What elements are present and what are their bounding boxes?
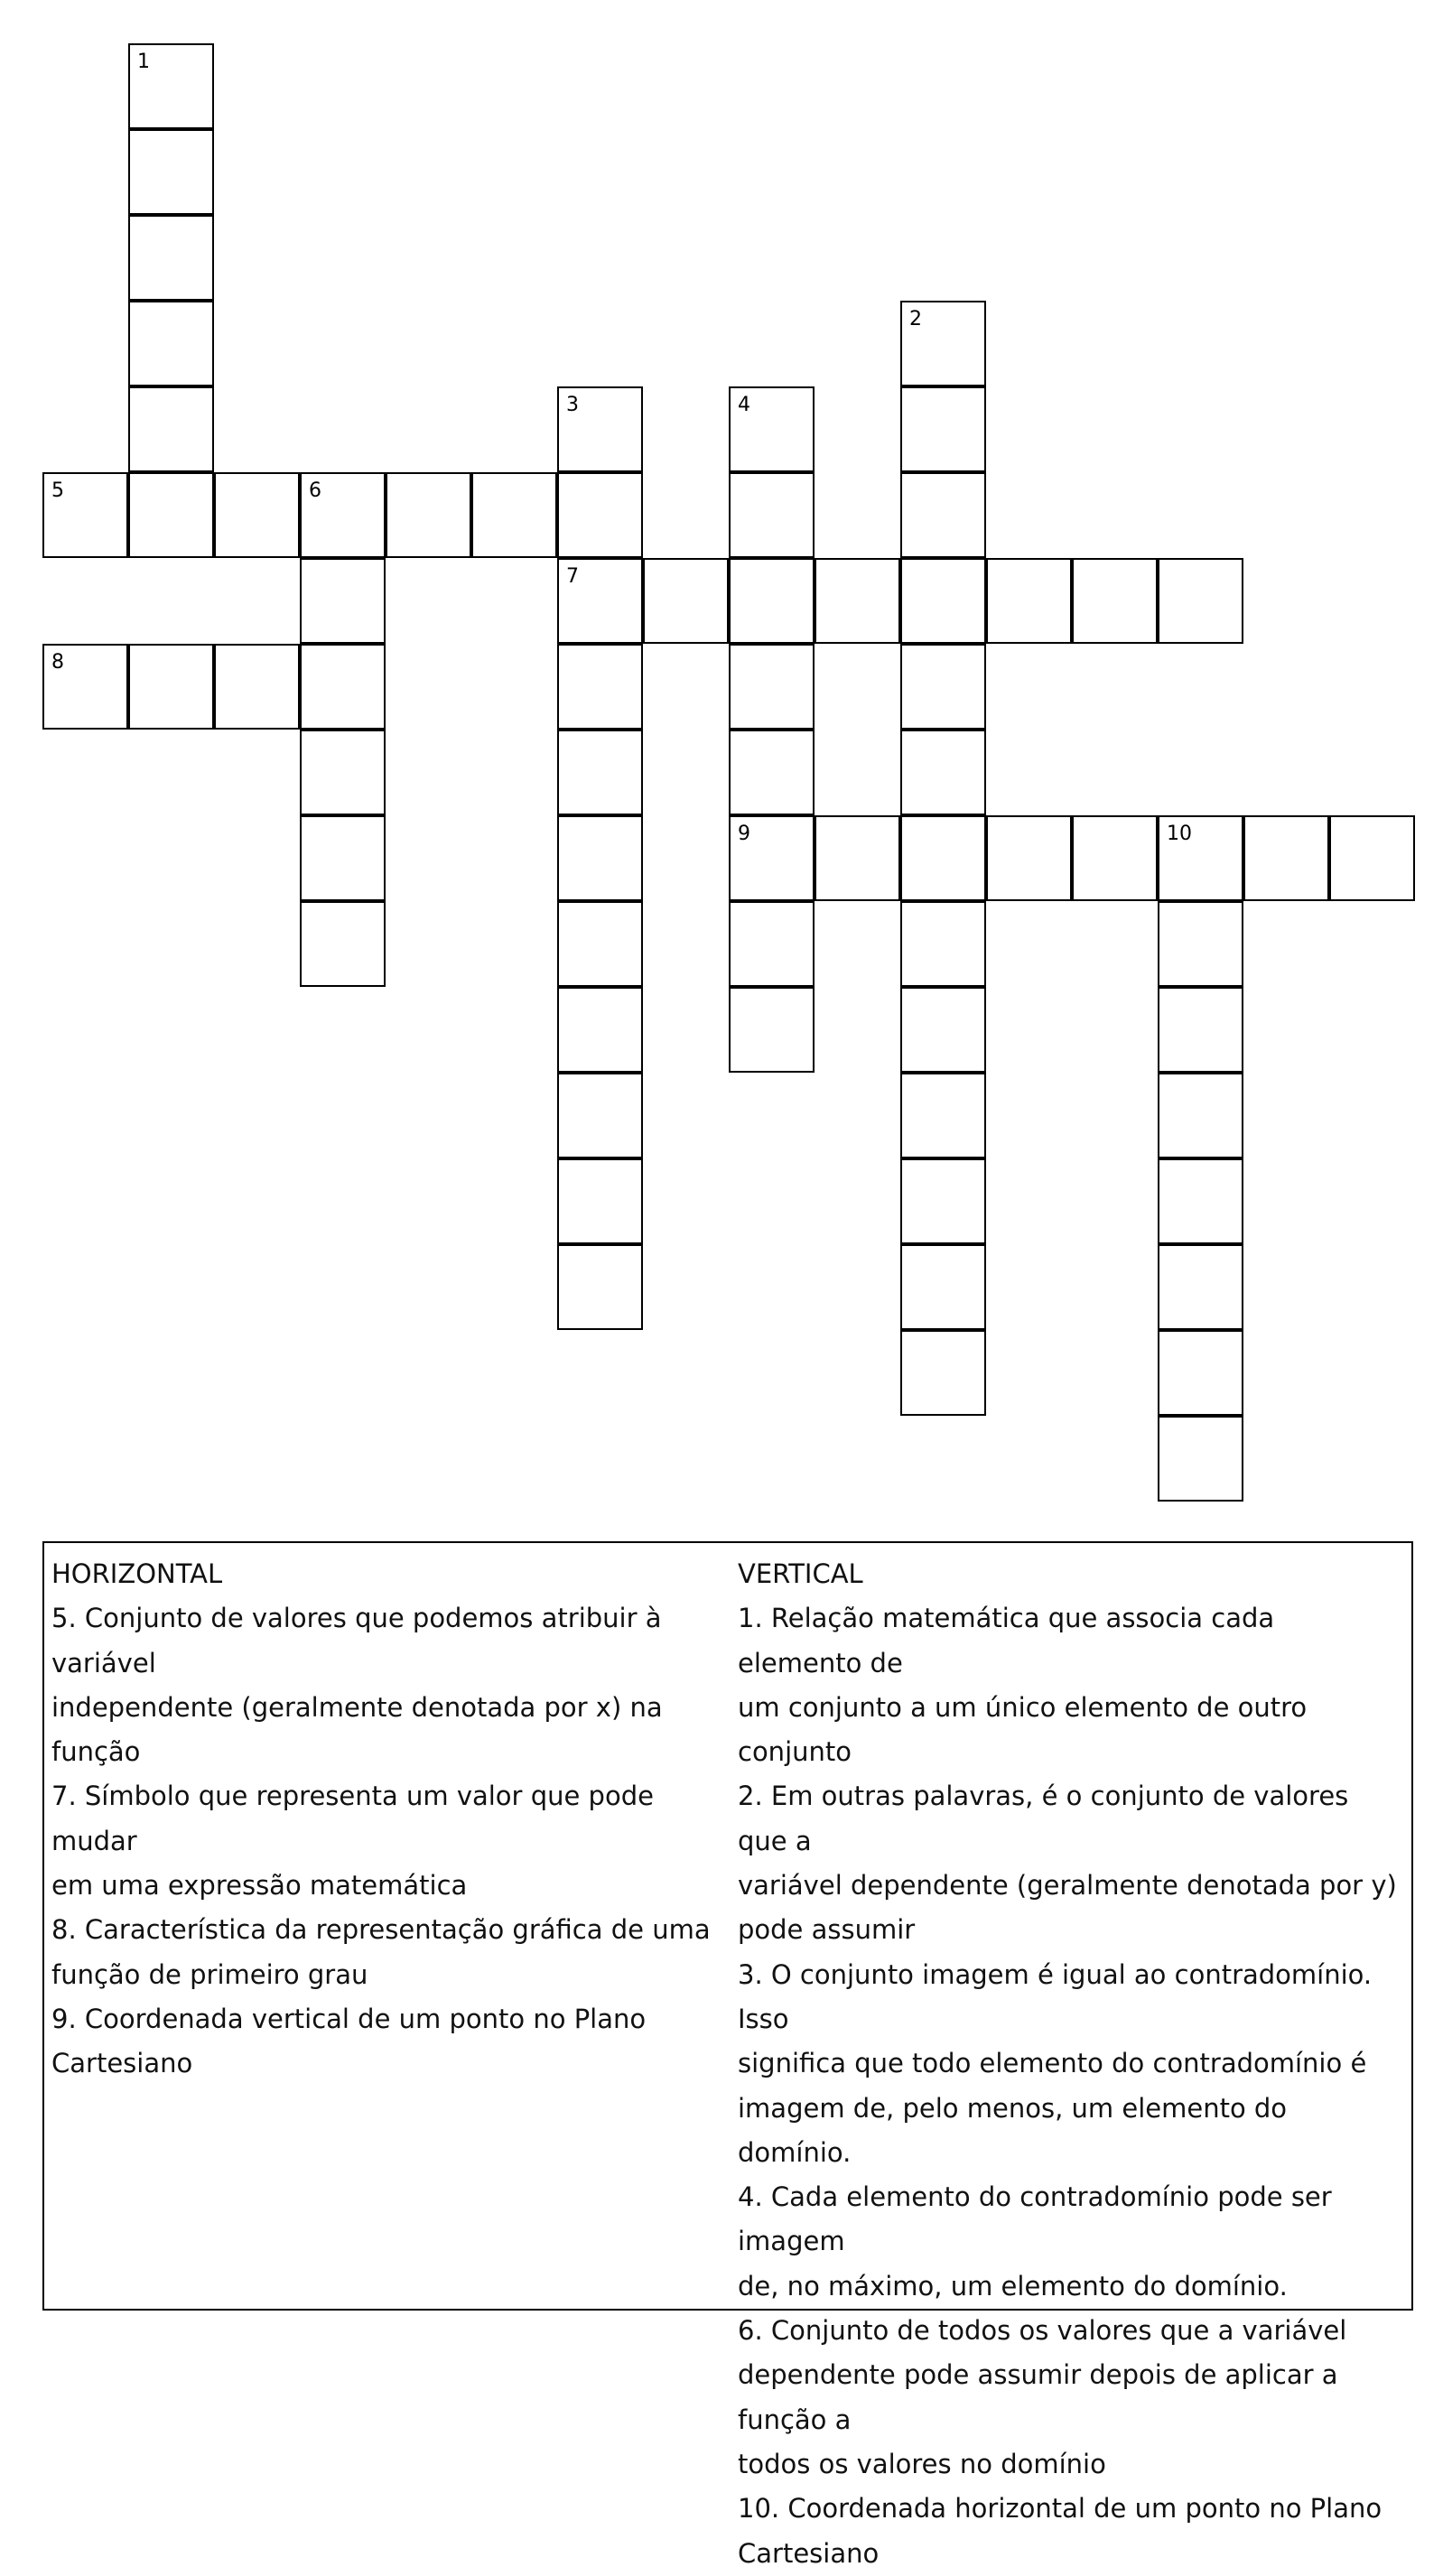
clue-number: 7 [566, 565, 579, 588]
crossword-cell[interactable] [900, 472, 986, 558]
crossword-cell[interactable] [900, 1073, 986, 1158]
vertical-clue-line: todos os valores no domínio [738, 2448, 1106, 2479]
horizontal-clue-line: 8. Característica da representação gráfica de uma [51, 1914, 711, 1946]
vertical-clue-line: dependente pode assumir depois de aplicar a função a [738, 2359, 1338, 2435]
crossword-cell[interactable] [128, 386, 214, 472]
crossword-cell[interactable] [900, 558, 986, 644]
crossword-cell[interactable] [1158, 987, 1243, 1073]
crossword-cell[interactable] [729, 815, 815, 901]
vertical-clue-line: significa que todo elemento do contradomínio é [738, 2048, 1367, 2079]
crossword-cell[interactable] [300, 558, 386, 644]
crossword-cell[interactable] [557, 815, 643, 901]
crossword-cell[interactable] [729, 987, 815, 1073]
crossword-cell[interactable] [729, 901, 815, 987]
vertical-heading: VERTICAL [738, 1558, 863, 1589]
crossword-cell[interactable] [900, 901, 986, 987]
clue-number: 4 [738, 394, 750, 416]
crossword-cell[interactable] [128, 644, 214, 730]
crossword-cell[interactable] [1158, 1244, 1243, 1330]
crossword-cell[interactable] [214, 644, 300, 730]
horizontal-clue-line: 7. Símbolo que representa um valor que pode mudar [51, 1781, 654, 1856]
vertical-clue-line: imagem de, pelo menos, um elemento do domínio. [738, 2092, 1288, 2168]
crossword-cell[interactable] [1158, 1416, 1243, 1502]
crossword-cell[interactable] [557, 987, 643, 1073]
crossword-cell[interactable] [128, 43, 214, 129]
crossword-cell[interactable] [300, 815, 386, 901]
clue-number: 9 [738, 823, 750, 845]
vertical-clues [738, 1552, 1406, 2576]
crossword-cell[interactable] [557, 1244, 643, 1330]
crossword-cell[interactable] [815, 558, 900, 644]
crossword-cell[interactable] [900, 1244, 986, 1330]
crossword-cell[interactable] [557, 558, 643, 644]
crossword-cell[interactable] [300, 644, 386, 730]
crossword-cell[interactable] [1158, 558, 1243, 644]
clues-box [42, 1541, 1413, 2569]
clue-number: 8 [51, 651, 64, 674]
crossword-cell[interactable] [42, 644, 128, 730]
crossword-cell[interactable] [1329, 815, 1415, 901]
crossword-cell[interactable] [300, 472, 386, 558]
crossword-cell[interactable] [42, 472, 128, 558]
crossword-cell[interactable] [900, 386, 986, 472]
crossword-cell[interactable] [815, 815, 900, 901]
vertical-clue-line: de, no máximo, um elemento do domínio. [738, 2270, 1288, 2302]
crossword-cell[interactable] [1158, 1330, 1243, 1416]
vertical-clue-line: 10. Coordenada horizontal de um ponto no Plano [738, 2493, 1382, 2525]
clue-number: 3 [566, 394, 579, 416]
crossword-cell[interactable] [729, 730, 815, 815]
vertical-clue-line: 3. O conjunto imagem é igual ao contradomínio. Isso [738, 1958, 1373, 2034]
crossword-cell[interactable] [900, 987, 986, 1073]
horizontal-heading: HORIZONTAL [51, 1558, 223, 1589]
crossword-cell[interactable] [900, 301, 986, 386]
crossword-cell[interactable] [557, 730, 643, 815]
crossword-cell[interactable] [1158, 1073, 1243, 1158]
crossword-cell[interactable] [300, 901, 386, 987]
vertical-clue-line: 6. Conjunto de todos os valores que a variável [738, 2315, 1347, 2347]
crossword-cell[interactable] [729, 558, 815, 644]
clue-number: 10 [1167, 823, 1192, 845]
clue-number: 5 [51, 479, 64, 502]
crossword-cell[interactable] [900, 730, 986, 815]
vertical-clue-line: 1. Relação matemática que associa cada elemento de [738, 1603, 1275, 1679]
crossword-cell[interactable] [471, 472, 557, 558]
crossword-cell[interactable] [986, 815, 1072, 901]
crossword-cell[interactable] [1158, 1158, 1243, 1244]
crossword-cell[interactable] [300, 730, 386, 815]
crossword-cell[interactable] [729, 472, 815, 558]
crossword-cell[interactable] [643, 558, 729, 644]
crossword-cell[interactable] [1072, 558, 1158, 644]
horizontal-clues [51, 1552, 724, 2087]
crossword-cell[interactable] [900, 815, 986, 901]
vertical-clue-line: pode assumir [738, 1914, 916, 1946]
crossword-cell[interactable] [557, 1158, 643, 1244]
clue-number: 1 [137, 51, 150, 73]
horizontal-clue-line: em uma expressão matemática [51, 1870, 468, 1902]
horizontal-clue-line: 9. Coordenada vertical de um ponto no Plano [51, 2003, 647, 2034]
crossword-cell[interactable] [386, 472, 471, 558]
vertical-clue-line: um conjunto a um único elemento de outro conjunto [738, 1691, 1308, 1768]
clue-number: 6 [309, 479, 321, 502]
crossword-cell[interactable] [900, 1158, 986, 1244]
crossword-cell[interactable] [1072, 815, 1158, 901]
crossword-cell[interactable] [729, 644, 815, 730]
clue-number: 2 [909, 308, 922, 330]
crossword-cell[interactable] [1158, 815, 1243, 901]
crossword-cell[interactable] [557, 386, 643, 472]
crossword-cell[interactable] [900, 644, 986, 730]
crossword-cell[interactable] [557, 1073, 643, 1158]
crossword-cell[interactable] [557, 472, 643, 558]
crossword-cell[interactable] [729, 386, 815, 472]
vertical-clue-line: variável dependente (geralmente denotada por y) [738, 1870, 1397, 1902]
crossword-cell[interactable] [900, 1330, 986, 1416]
crossword-cell[interactable] [1158, 901, 1243, 987]
crossword-cell[interactable] [986, 558, 1072, 644]
crossword-cell[interactable] [1243, 815, 1329, 901]
horizontal-clue-line: Cartesiano [51, 2048, 193, 2079]
horizontal-clue-line: função de primeiro grau [51, 1958, 368, 1990]
crossword-cell[interactable] [128, 301, 214, 386]
horizontal-clue-line: independente (geralmente denotada por x) na função [51, 1691, 663, 1768]
crossword-cell[interactable] [557, 644, 643, 730]
vertical-clue-line: 2. Em outras palavras, é o conjunto de valores que a [738, 1781, 1349, 1856]
crossword-cell[interactable] [214, 472, 300, 558]
crossword-cell[interactable] [128, 472, 214, 558]
crossword-cell[interactable] [557, 901, 643, 987]
vertical-clue-line: Cartesiano [738, 2537, 880, 2569]
crossword-cell[interactable] [128, 129, 214, 215]
vertical-clue-line: 4. Cada elemento do contradomínio pode ser imagem [738, 2181, 1332, 2257]
horizontal-clue-line: 5. Conjunto de valores que podemos atribuir à variável [51, 1603, 662, 1679]
crossword-cell[interactable] [128, 215, 214, 301]
